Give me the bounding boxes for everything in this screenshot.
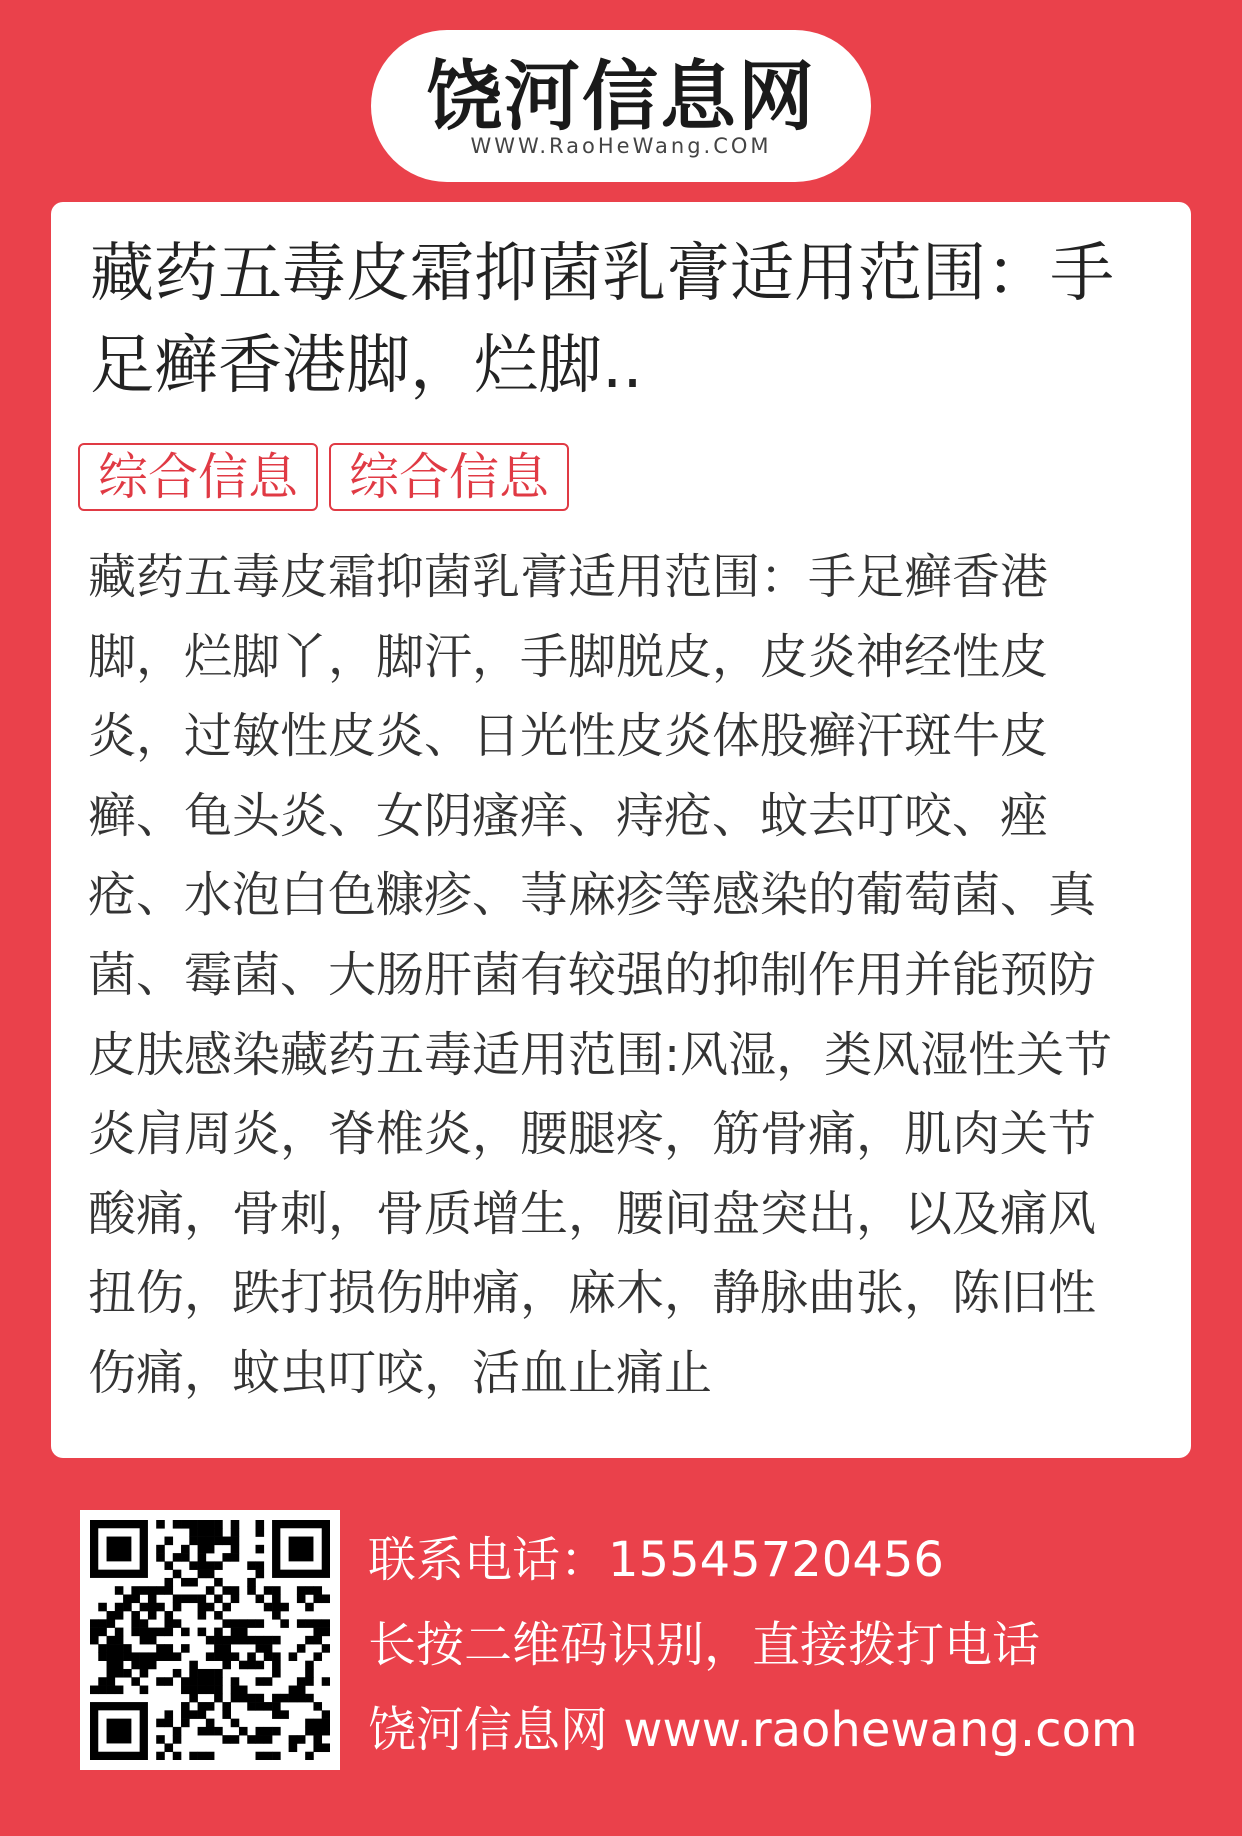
logo-url: WWW.RaoHeWang.COM [470, 134, 772, 158]
tag-list [78, 443, 580, 511]
article-body: 藏药五毒皮霜抑菌乳膏适用范围：手足癣香港脚，烂脚丫，脚汗，手脚脱皮，皮炎神经性皮炎，过敏性皮炎、日光性皮炎体股癣汗斑牛皮癣、龟头炎、女阴瘙痒、痔疮、蚊去叮咬、痤疮、水泡白色糠疹、荨麻疹等感染的葡萄菌、真菌、霉菌、大肠肝菌有较强的抑制作用并能预防皮肤感染藏药五毒适用范围:风湿，类风湿性关节炎肩周炎，脊椎炎，腰腿疼，筋骨痛，肌肉关节酸痛，骨刺，骨质增生，腰间盘突出，以及痛风扭伤，跌打损伤肿痛，麻木，静脉曲张，陈旧性伤痛，蚊虫叮咬，活血止痛止 [88, 549, 1113, 1401]
article-card [51, 202, 1191, 1458]
contact-phone[interactable]: 联系电话：15545720456 [368, 1532, 944, 1588]
category-tag[interactable]: 综合信息 [329, 443, 569, 511]
site-logo[interactable] [371, 30, 871, 182]
qr-code-icon [90, 1520, 330, 1760]
article-title: 藏药五毒皮霜抑菌乳膏适用范围：手足癣香港脚，烂脚.. [90, 237, 1114, 403]
logo-title: 饶河信息网 [426, 52, 816, 141]
category-tag[interactable]: 综合信息 [78, 443, 318, 511]
qr-code[interactable] [80, 1510, 340, 1770]
qr-hint: 长按二维码识别，直接拨打电话 [368, 1617, 1041, 1673]
site-link[interactable]: 饶河信息网 www.raohewang.com [368, 1702, 1138, 1758]
